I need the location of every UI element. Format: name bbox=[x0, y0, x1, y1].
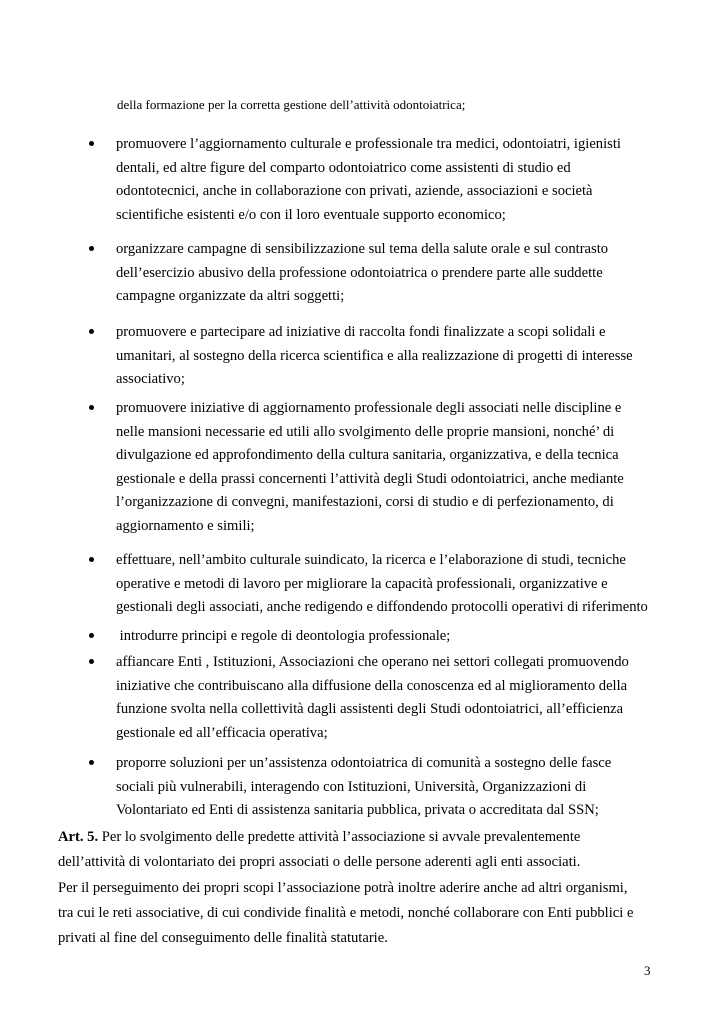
list-item-text bbox=[116, 549, 656, 620]
text-line: promuovere e partecipare ad iniziative di raccolta fondi finalizzate a scopi solidali e bbox=[116, 324, 606, 340]
text-line: associativo; bbox=[116, 371, 185, 388]
list-item-text bbox=[116, 752, 656, 823]
text-line: gestionale ed all’efficacia operativa; bbox=[116, 724, 328, 741]
text-line: organizzare campagne di sensibilizzazione sul tema della salute orale e sul contrasto bbox=[116, 241, 609, 257]
text-line: affiancare Enti , Istituzioni, Associazioni che operano nei settori collegati promuovendo bbox=[116, 654, 629, 670]
continuation-line: della formazione per la corretta gestione dell’attività odontoiatrica; bbox=[117, 97, 466, 112]
text-line: aggiornamento e simili; bbox=[116, 517, 255, 534]
bullet-icon bbox=[89, 141, 94, 146]
list-item-text bbox=[116, 397, 656, 539]
text-line: iniziative che contribuiscano alla diffusione della conoscenza ed al miglioramento della bbox=[116, 677, 628, 694]
bullet-icon bbox=[89, 633, 94, 638]
bullet-icon bbox=[89, 246, 94, 251]
text-line: effettuare, nell’ambito culturale suindicato, la ricerca e l’elaborazione di studi, tecniche bbox=[116, 552, 626, 568]
article-second-line: dell’attività di volontariato dei propri associati o delle persone aderenti agli enti associati. bbox=[58, 854, 581, 870]
list-item-text bbox=[116, 321, 656, 392]
text-line: odontotecnici, anche in collaborazione con privati, aziende, associazioni e società bbox=[116, 183, 593, 200]
article-first-line-text: Per lo svolgimento delle predette attività l’associazione si avvale prevalentemente bbox=[98, 829, 581, 845]
text-line: campagne organizzate da altri soggetti; bbox=[116, 288, 345, 305]
text-line: proporre soluzioni per un’assistenza odontoiatrica di comunità a sostegno delle fasce bbox=[116, 755, 612, 771]
paragraph-line: privati al fine del conseguimento delle finalità statutarie. bbox=[58, 930, 388, 946]
paragraph-line: Per il perseguimento dei propri scopi l’associazione potrà inoltre aderire anche ad altri organismi, bbox=[58, 880, 628, 896]
text-line: funzione svolta nella collettività dagli assistenti degli Studi odontoiatrici, all’efficienza bbox=[116, 701, 624, 718]
text-line: operative e metodi di lavoro per migliorare la capacità professionali, organizzative e bbox=[116, 575, 608, 592]
text-line: umanitari, al sostegno della ricerca scientifica e alla realizzazione di progetti di interesse bbox=[116, 347, 633, 364]
text-line: promuovere l’aggiornamento culturale e professionale tra medici, odontoiatri, igienisti bbox=[116, 136, 621, 152]
text-line: promuovere iniziative di aggiornamento professionale degli associati nelle discipline e bbox=[116, 400, 622, 416]
text-line: Volontariato ed Enti di assistenza sanitaria pubblica, privata o accreditata dal SSN; bbox=[116, 802, 599, 819]
text-line: dentali, ed altre figure del comparto odontoiatrico come assistenti di studio ed bbox=[116, 159, 571, 176]
list-item-text bbox=[116, 625, 656, 649]
text-line: gestionali degli associati, anche redigendo e diffondendo protocolli operativi di riferimento bbox=[116, 599, 648, 616]
bullet-icon bbox=[89, 405, 94, 410]
bullet-icon bbox=[89, 557, 94, 562]
page-number: 3 bbox=[644, 963, 651, 978]
text-line: sociali più vulnerabili, interagendo con Istituzioni, Università, Organizzazioni di bbox=[116, 778, 587, 795]
text-line: gestionale e della prassi concernenti l’attività degli Studi odontoiatrici, anche mediante bbox=[116, 470, 624, 487]
list-item-text bbox=[116, 133, 656, 227]
article-first-line bbox=[58, 826, 580, 850]
bullet-icon bbox=[89, 760, 94, 765]
text-line: divulgazione ed approfondimento della cultura sanitaria, organizzativa, e della tecnica bbox=[116, 447, 619, 464]
paragraph-line: tra cui le reti associative, di cui condivide finalità e metodi, nonché collaborare con Enti pubblici e bbox=[58, 905, 634, 921]
article-label: Art. 5. bbox=[58, 829, 99, 845]
list-item-text bbox=[116, 238, 656, 309]
text-line: l’organizzazione di convegni, manifestazioni, corsi di studio e di perfezionamento, di bbox=[116, 494, 614, 511]
bullet-icon bbox=[89, 329, 94, 334]
text-line: nelle mansioni necessarie ed utili allo svolgimento delle proprie mansioni, nonché’ di bbox=[116, 423, 615, 440]
text-line: scientifiche esistenti e/o con il loro eventuale supporto economico; bbox=[116, 206, 506, 223]
text-line: introdurre principi e regole di deontologia professionale; bbox=[116, 628, 451, 644]
list-item-text bbox=[116, 651, 656, 745]
text-line: dell’esercizio abusivo della professione odontoiatrica o prendere parte alle suddette bbox=[116, 264, 603, 281]
bullet-icon bbox=[89, 659, 94, 664]
